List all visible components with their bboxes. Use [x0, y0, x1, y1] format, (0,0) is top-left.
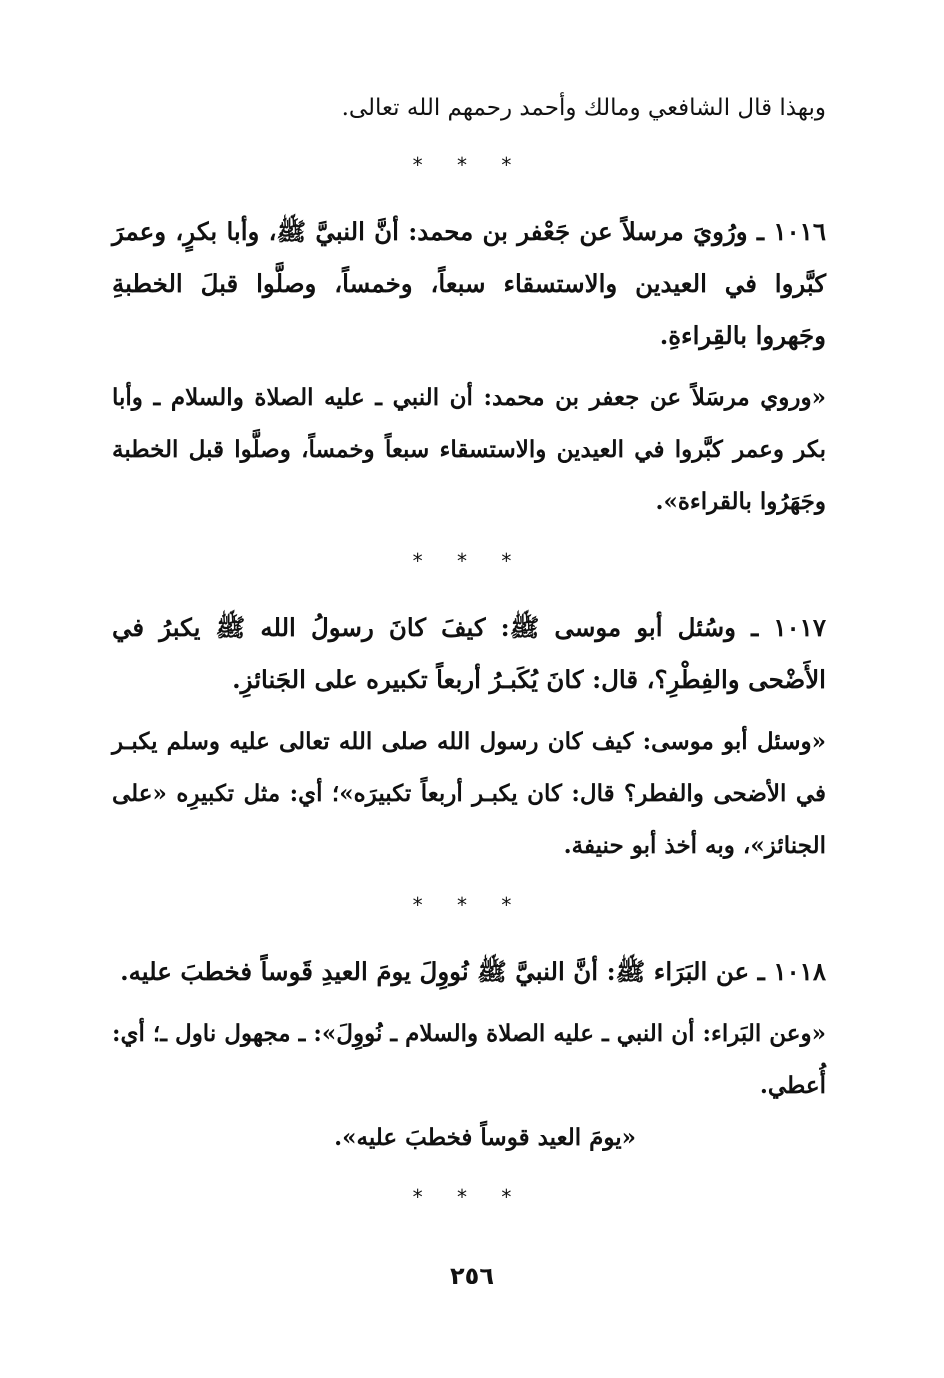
commentary-1018: «وعن البَراء: أن النبي ـ عليه الصلاة والسلام ـ نُووِلَ»: ـ مجهول ناول ـ؛ أي: أُعطي.	[112, 1020, 826, 1099]
hadith-1017: ١٠١٧ ـ وسُئل أبو موسى ﷺ: كيفَ كانَ رسولُ الله ﷺ يكبرُ في الأَضْحى والفِطْرِ؟، قال: كانَ يُكَبـرُ أربعاً تكبيره على الجَنائزِ.	[112, 613, 826, 694]
section-separator: * * *	[412, 1185, 526, 1209]
hadith-1016: ١٠١٦ ـ ورُويَ مرسلاً عن جَعْفر بن محمد: أنَّ النبيَّ ﷺ، وأبا بكرٍ، وعمرَ كبَّروا في العيدين والاستسقاء سبعاً، وخمساً، وصلَّوا قبلَ الخطبةِ وجَهروا بالقِراءةِ.	[112, 217, 826, 350]
section-separator: * * *	[412, 549, 526, 573]
section-separator: * * *	[412, 893, 526, 917]
page-number: ٢٥٦	[450, 1262, 494, 1290]
hadith-1018: ١٠١٨ ـ عن البَرَاء ﷺ: أنَّ النبيَّ ﷺ نُووِلَ يومَ العيدِ قَوساً فخطبَ عليه.	[120, 957, 826, 986]
commentary-1018-continuation: «يومَ العيد قوساً فخطبَ عليه».	[334, 1124, 636, 1151]
intro-line: وبهذا قال الشافعي ومالك وأحمد رحمهم الله تعالى.	[341, 95, 826, 121]
commentary-1017: «وسئل أبو موسى: كيف كان رسول الله صلى الله تعالى عليه وسلم يكبـر في الأضحى والفطر؟ قال: كان يكبـر أربعاً تكبيرَه»؛ أي: مثل تكبيرِه «على الجنائز»، وبه أخذ أبو حنيفة.	[112, 728, 826, 859]
section-separator: * * *	[412, 153, 526, 177]
commentary-1016: «وروي مرسَلاً عن جعفر بن محمد: أن النبي ـ عليه الصلاة والسلام ـ وأبا بكر وعمر كبَّروا في العيدين والاستسقاء سبعاً وخمساً، وصلَّوا قبل الخطبة وجَهَرُوا بالقراءة».	[112, 384, 826, 515]
